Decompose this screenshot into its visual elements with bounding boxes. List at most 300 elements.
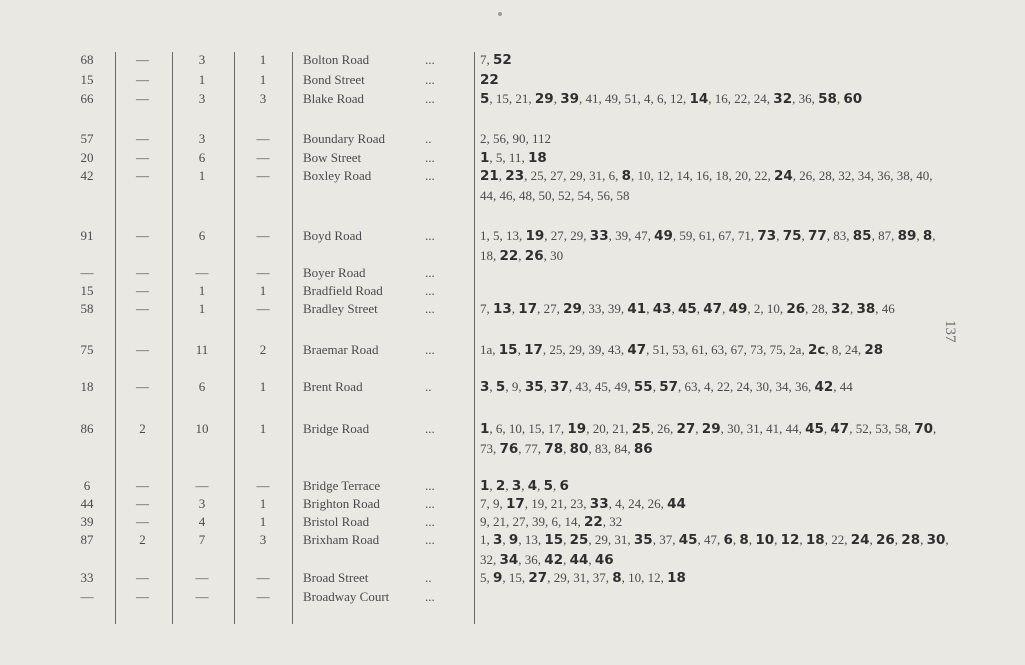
house-number: 24 [628, 496, 642, 511]
house-number: 40 [916, 168, 930, 183]
house-number: 83 [594, 441, 608, 456]
house-number-bold: 45 [805, 421, 824, 437]
house-number: 12 [647, 570, 661, 585]
house-number-bold: 85 [852, 228, 872, 244]
house-number: 53 [875, 421, 889, 436]
count-cell: 2 [139, 532, 146, 547]
house-number: 23 [570, 496, 584, 511]
count-cell: 1 [259, 379, 267, 394]
house-number-bold: 10 [755, 532, 775, 548]
house-number-bold: 26 [876, 532, 895, 548]
count-cell: 3 [259, 91, 267, 106]
house-number: 77 [524, 441, 538, 456]
house-number-bold: 5 [495, 379, 506, 395]
house-number: 45 [594, 379, 608, 394]
house-number: 5 [480, 570, 487, 585]
count-cell: 15 [80, 283, 94, 298]
house-number: 4 [644, 91, 651, 106]
house-number: 90 [512, 131, 526, 146]
count-cell: — [136, 478, 149, 493]
street-name: Boyd Road [303, 228, 362, 243]
count-cell: 2 [259, 342, 267, 357]
house-number: 10 [766, 301, 780, 316]
house-number-bold: 23 [505, 168, 525, 184]
house-number: 6 [657, 91, 664, 106]
column-rule [292, 52, 293, 624]
house-number-bold: 3 [480, 379, 490, 395]
count-cell: 1 [259, 514, 267, 529]
house-number-bold: 43 [652, 301, 672, 317]
house-number: 59 [679, 228, 693, 243]
house-number: 17 [547, 421, 561, 436]
leader-dots: ... [425, 496, 435, 511]
house-numbers-cell: 21, 23, 25, 27, 29, 31, 6, 8, 10, 12, 14, 16, 18, 20, 22, 24, 26, 28, 32, 34, 36, 38, 40, 44, 46, 48, 50, 52, 54, 56, 58 [480, 168, 933, 203]
house-number-bold: 42 [814, 379, 834, 395]
house-number-bold: 22 [499, 248, 519, 264]
house-number: 7 [480, 52, 487, 67]
house-number-bold: 44 [569, 552, 589, 568]
house-number: 20 [735, 168, 748, 183]
street-name-cell [303, 129, 471, 148]
house-numbers-cell: 1a, 15, 17, 25, 29, 39, 43, 47, 51, 53, 61, 63, 67, 73, 75, 2a, 2c, 8, 24, 28 [480, 342, 884, 358]
count-cell: 42 [80, 168, 94, 183]
count-cell: 75 [80, 342, 94, 357]
house-number-bold: 19 [567, 421, 587, 437]
leader-dots: .. [425, 570, 432, 585]
house-number: 73 [750, 342, 764, 357]
count-cell: 6 [198, 379, 206, 394]
leader-dots: ... [425, 342, 435, 357]
house-number: 31 [614, 532, 628, 547]
house-numbers-cell: 7, 13, 17, 27, 29, 33, 39, 41, 43, 45, 47, 49, 2, 10, 26, 28, 32, 38, 46 [480, 301, 895, 317]
count-cell: 20 [80, 150, 94, 165]
house-number: 9 [480, 514, 487, 529]
count-cell: — [136, 342, 149, 357]
count-cell: 1 [198, 168, 206, 183]
house-number: 36 [524, 552, 538, 567]
house-number: 41 [585, 91, 599, 106]
street-name: Blake Road [303, 91, 365, 106]
house-numbers-cell: 7, 9, 17, 19, 21, 23, 33, 4, 24, 26, 44 [480, 496, 686, 512]
house-number: 58 [894, 421, 908, 436]
count-cell: — [256, 478, 270, 493]
house-number: 7 [480, 301, 487, 316]
street-name-cell [303, 89, 471, 108]
house-number: 1a [480, 342, 493, 357]
house-number: 7 [480, 496, 487, 511]
count-cell: — [136, 91, 149, 106]
count-cell: 3 [198, 131, 206, 146]
house-number-bold: 35 [633, 532, 653, 548]
house-number-bold: 89 [897, 228, 917, 244]
house-number: 2 [480, 131, 487, 146]
house-number: 47 [634, 228, 648, 243]
house-number: 24 [753, 91, 767, 106]
street-name: Broad Street [303, 570, 369, 585]
house-number: 28 [811, 301, 825, 316]
house-number-bold: 34 [499, 552, 519, 568]
count-cell: — [136, 589, 149, 604]
house-number: 6 [608, 168, 616, 183]
count-cell: 6 [83, 478, 91, 493]
house-number: 41 [766, 421, 780, 436]
house-number: 38 [896, 168, 910, 183]
house-numbers-cell: 9, 21, 27, 39, 6, 14, 22, 32 [480, 514, 623, 530]
house-number-bold: 8 [922, 228, 933, 244]
count-cell: — [136, 265, 149, 280]
count-cell: — [136, 283, 149, 298]
count-cell: 18 [80, 379, 94, 394]
count-cell: — [136, 570, 149, 585]
house-number: 52 [558, 188, 571, 203]
street-name-cell [303, 568, 471, 587]
count-cell: 91 [80, 228, 94, 243]
house-number-bold: 49 [654, 228, 673, 244]
count-cell: 1 [198, 301, 206, 316]
count-cell: 15 [80, 72, 94, 87]
count-cell: 3 [198, 52, 206, 67]
house-number-bold: 1 [480, 150, 490, 166]
count-cell: — [256, 301, 270, 316]
count-cell: 58 [80, 301, 94, 316]
house-number-bold: 49 [728, 301, 748, 317]
count-cell: — [136, 228, 149, 243]
house-number: 36 [798, 91, 812, 106]
count-cell: 39 [80, 514, 94, 529]
house-number: 56 [493, 131, 506, 146]
house-number-bold: 33 [589, 496, 609, 512]
house-number: 29 [569, 168, 583, 183]
count-cell: 4 [198, 514, 206, 529]
house-number: 44 [839, 379, 853, 394]
house-number: 16 [696, 168, 709, 183]
house-number: 32 [609, 514, 623, 529]
house-number: 27 [512, 514, 526, 529]
house-numbers-cell: 1, 6, 10, 15, 17, 19, 20, 21, 25, 26, 27, 29, 30, 31, 41, 44, 45, 47, 52, 53, 58, 70, 73, 76, 77, 78, 80, 83, 84, 86 [480, 421, 937, 457]
leader-dots: .. [425, 131, 432, 146]
house-number: 67 [730, 342, 744, 357]
house-number: 24 [736, 379, 750, 394]
street-name: Bristol Road [303, 514, 370, 529]
house-number-bold: 58 [818, 91, 837, 107]
street-name: Boyer Road [303, 265, 366, 280]
house-number-bold: 5 [543, 478, 554, 494]
house-number: 21 [493, 514, 506, 529]
house-number-bold: 30 [926, 532, 946, 548]
house-number: 53 [672, 342, 686, 357]
house-numbers-cell: 7, 52 [480, 52, 512, 68]
house-number: 32 [480, 552, 493, 567]
house-number-bold: 12 [780, 532, 800, 548]
count-cell: — [80, 265, 94, 280]
house-number: 29 [570, 228, 584, 243]
leader-dots: ... [425, 52, 435, 67]
house-number: 84 [614, 441, 628, 456]
count-cell: — [136, 150, 149, 165]
house-number: 29 [553, 570, 567, 585]
house-number-bold: 28 [864, 342, 884, 358]
house-number-bold: 15 [544, 532, 564, 548]
house-number: 31 [573, 570, 587, 585]
house-number-bold: 45 [677, 301, 697, 317]
house-numbers-cell: 1, 5, 11, 18 [480, 150, 547, 166]
house-number-bold: 75 [782, 228, 802, 244]
house-numbers-cell: 3, 5, 9, 35, 37, 43, 45, 49, 55, 57, 63, 4, 22, 24, 30, 34, 36, 42, 44 [480, 379, 853, 395]
house-number: 73 [480, 441, 493, 456]
house-number: 18 [715, 168, 729, 183]
street-name-cell [303, 494, 471, 513]
house-number-bold: 27 [528, 570, 548, 586]
house-number-bold: 3 [511, 478, 522, 494]
house-number: 56 [597, 188, 610, 203]
house-number: 51 [652, 342, 666, 357]
house-number-bold: 18 [805, 532, 825, 548]
house-number: 2a [789, 342, 802, 357]
street-name: Bradfield Road [303, 283, 383, 298]
count-cell: 6 [198, 150, 206, 165]
count-cell: — [256, 570, 270, 585]
street-name: Brent Road [303, 379, 363, 394]
count-cell: — [195, 265, 209, 280]
street-name-cell [303, 340, 471, 359]
house-number: 31 [589, 168, 603, 183]
page-number: 137 [942, 320, 958, 343]
house-number-bold: 8 [621, 168, 631, 184]
leader-dots: ... [425, 265, 435, 280]
house-number-bold: 9 [508, 532, 519, 548]
house-numbers-cell: 5, 9, 15, 27, 29, 31, 37, 8, 10, 12, 18 [480, 570, 686, 586]
house-number: 34 [775, 379, 789, 394]
street-name: Brixham Road [303, 532, 380, 547]
leader-dots: ... [425, 72, 435, 87]
count-cell: 33 [80, 570, 94, 585]
count-cell: 66 [80, 91, 94, 106]
house-number-bold: 2 [495, 478, 506, 494]
house-number: 44 [480, 188, 493, 203]
house-number-bold: 2c [807, 342, 826, 358]
street-name-cell [303, 70, 471, 89]
leader-dots: ... [425, 91, 435, 106]
house-number: 39 [532, 514, 545, 529]
house-number: 2 [753, 301, 761, 316]
leader-dots: ... [425, 283, 435, 298]
leader-dots: ... [425, 168, 435, 183]
count-cell: 1 [198, 72, 206, 87]
house-number: 39 [607, 301, 621, 316]
house-number: 49 [605, 91, 618, 106]
house-number: 29 [568, 342, 582, 357]
count-cell: 7 [198, 532, 206, 547]
house-number: 39 [588, 342, 602, 357]
house-number: 22 [717, 379, 730, 394]
count-cell: — [256, 131, 270, 146]
count-cell: 3 [198, 91, 206, 106]
house-number-bold: 22 [480, 72, 499, 88]
count-cell: — [136, 514, 149, 529]
house-number: 36 [795, 379, 808, 394]
house-number: 31 [746, 421, 760, 436]
house-number: 61 [698, 228, 712, 243]
house-number: 27 [543, 301, 557, 316]
house-number: 37 [659, 532, 673, 547]
count-cell: — [80, 589, 94, 604]
house-number: 48 [519, 188, 532, 203]
house-number: 46 [499, 188, 513, 203]
house-number-bold: 80 [569, 441, 589, 457]
house-number-bold: 37 [550, 379, 569, 395]
house-number: 87 [878, 228, 892, 243]
count-cell: — [136, 52, 149, 67]
house-number-bold: 6 [559, 478, 569, 494]
house-number: 9 [493, 496, 500, 511]
street-name: Bridge Road [303, 421, 370, 436]
house-numbers-cell: 1, 3, 9, 13, 15, 25, 29, 31, 35, 37, 45, 47, 6, 8, 10, 12, 18, 22, 24, 26, 28, 30, 32, 34, 36, 42, 44, 46 [480, 532, 949, 568]
house-number-bold: 17 [524, 342, 543, 358]
house-number: 15 [508, 570, 522, 585]
house-number-bold: 14 [689, 91, 709, 107]
street-name-cell [303, 263, 471, 282]
street-name: Bridge Terrace [303, 478, 381, 493]
house-number: 44 [785, 421, 799, 436]
leader-dots: ... [425, 589, 435, 604]
house-number: 9 [511, 379, 519, 394]
house-number-bold: 47 [703, 301, 723, 317]
count-cell: — [136, 131, 149, 146]
house-number-bold: 5 [480, 91, 490, 107]
house-number-bold: 86 [633, 441, 653, 457]
count-cell: — [195, 589, 209, 604]
street-name: Bow Street [303, 150, 362, 165]
house-number-bold: 73 [757, 228, 777, 244]
house-number-bold: 47 [830, 421, 850, 437]
house-number: 33 [588, 301, 602, 316]
house-number: 14 [676, 168, 690, 183]
house-number-bold: 28 [901, 532, 921, 548]
house-number: 20 [592, 421, 606, 436]
house-number: 30 [550, 248, 564, 263]
house-number-bold: 27 [676, 421, 696, 437]
house-number: 21 [515, 91, 529, 106]
house-number-bold: 32 [773, 91, 793, 107]
house-number: 63 [684, 379, 698, 394]
street-name-cell [303, 226, 471, 245]
house-number-bold: 47 [627, 342, 647, 358]
leader-dots: ... [425, 532, 435, 547]
house-number-bold: 8 [612, 570, 622, 586]
street-name: Boundary Road [303, 131, 385, 146]
house-number-bold: 1 [480, 421, 490, 437]
count-cell: 10 [195, 421, 209, 436]
house-number-bold: 35 [524, 379, 544, 395]
house-number: 27 [550, 168, 564, 183]
house-number: 30 [756, 379, 769, 394]
count-cell: 11 [195, 342, 209, 357]
house-number: 16 [714, 91, 728, 106]
house-number-bold: 24 [774, 168, 793, 184]
house-number-bold: 25 [569, 532, 589, 548]
house-number-bold: 60 [843, 91, 863, 107]
house-number: 15 [495, 91, 509, 106]
column-rule [474, 52, 475, 624]
house-number-bold: 42 [544, 552, 564, 568]
house-number: 112 [532, 131, 552, 146]
house-number: 61 [691, 342, 705, 357]
count-cell: — [256, 589, 270, 604]
house-number: 71 [737, 228, 751, 243]
house-number: 75 [769, 342, 783, 357]
house-number-bold: 8 [739, 532, 749, 548]
count-cell: — [136, 379, 149, 394]
street-name: Bolton Road [303, 52, 370, 67]
count-cell: — [136, 496, 149, 511]
house-number: 10 [508, 421, 522, 436]
street-name: Bond Street [303, 72, 365, 87]
house-number: 51 [624, 91, 638, 106]
house-number: 47 [704, 532, 717, 547]
house-number: 43 [607, 342, 621, 357]
house-number: 30 [727, 421, 741, 436]
house-number-bold: 57 [659, 379, 678, 395]
house-number-bold: 18 [667, 570, 686, 586]
house-number: 8 [831, 342, 839, 357]
house-numbers-cell: 5, 15, 21, 29, 39, 41, 49, 51, 4, 6, 12, 14, 16, 22, 24, 32, 36, 58, 60 [480, 91, 863, 107]
street-name-cell [303, 587, 471, 606]
house-number-bold: 21 [480, 168, 499, 184]
leader-dots: ... [425, 478, 435, 493]
count-cell: 2 [139, 421, 146, 436]
house-number-bold: 17 [506, 496, 525, 512]
house-number-bold: 78 [544, 441, 564, 457]
house-number: 26 [799, 168, 813, 183]
street-name-cell [303, 281, 471, 300]
street-name: Boxley Road [303, 168, 372, 183]
street-name: Bradley Street [303, 301, 378, 316]
house-number: 49 [614, 379, 628, 394]
house-number-bold: 29 [701, 421, 721, 437]
leader-dots: ... [425, 514, 435, 529]
house-number: 21 [612, 421, 626, 436]
house-numbers-cell: 2, 56, 90, 112 [480, 131, 552, 146]
house-number-bold: 19 [525, 228, 545, 244]
house-number: 32 [838, 168, 852, 183]
house-number-bold: 32 [831, 301, 850, 317]
house-number: 46 [881, 301, 895, 316]
house-number-bold: 55 [633, 379, 653, 395]
street-name-cell [303, 299, 471, 318]
street-name-cell [303, 530, 471, 549]
count-cell: 44 [80, 496, 94, 511]
house-numbers-cell: 1, 2, 3, 4, 5, 6 [480, 478, 569, 494]
house-number-bold: 24 [850, 532, 870, 548]
street-name-cell [303, 50, 471, 69]
house-number-bold: 4 [527, 478, 538, 494]
leader-dots: ... [425, 301, 435, 316]
house-number-bold: 45 [678, 532, 698, 548]
street-name-cell [303, 148, 471, 167]
house-number: 27 [550, 228, 564, 243]
count-cell: — [136, 168, 149, 183]
house-number: 5 [495, 150, 503, 165]
house-number: 13 [506, 228, 519, 243]
house-number-bold: 26 [524, 248, 544, 264]
count-cell: 1 [198, 283, 206, 298]
house-number: 10 [637, 168, 651, 183]
house-number: 52 [855, 421, 869, 436]
house-number: 5 [493, 228, 500, 243]
count-cell: 1 [259, 283, 267, 298]
house-number-bold: 6 [723, 532, 733, 548]
house-number: 22 [831, 532, 845, 547]
